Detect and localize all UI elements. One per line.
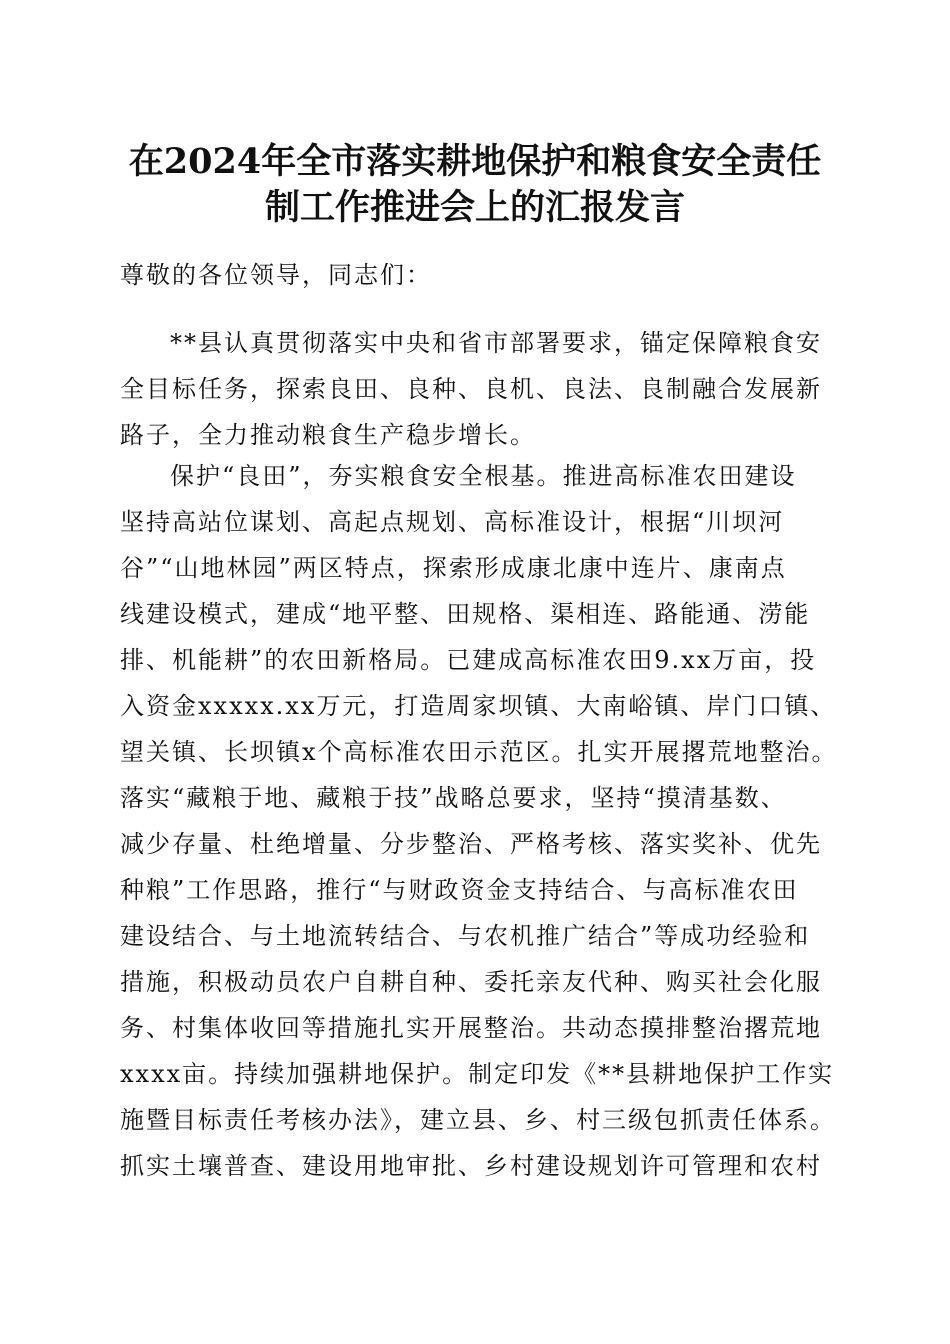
paragraph-line: 望关镇、长坝镇x个高标准农田示范区。扎实开展撂荒地整治。 — [120, 738, 838, 766]
paragraph-line: 排、机能耕”的农田新格局。已建成高标准农田9.xx万亩，投 — [120, 646, 817, 674]
paragraph-line: 务、村集体收回等措施扎实开展整治。共动态摸排整治撂荒地 — [120, 1014, 822, 1042]
paragraph-line: 减少存量、杜绝增量、分步整治、严格考核、落实奖补、优先 — [120, 830, 822, 858]
paragraph-intro — [120, 320, 835, 458]
paragraph-line: 措施，积极动员农户自耕自种、委托亲友代种、购买社会化服 — [120, 968, 822, 996]
paragraph-line: 谷”“山地林园”两区特点，探索形成康北康中连片、康南点 — [120, 554, 787, 582]
paragraph-line: 施暨目标责任考核办法》，建立县、乡、村三级包抓责任体系。 — [120, 1106, 836, 1134]
paragraph-line: 种粮”工作思路，推行“与财政资金支持结合、与高标准农田 — [120, 876, 799, 904]
paragraph-line: 线建设模式，建成“地平整、田规格、渠相连、路能通、涝能 — [120, 600, 811, 628]
paragraph-line: 落实“藏粮于地、藏粮于技”战略总要求，坚持“摸清基数、 — [120, 784, 787, 812]
paragraph-line: xxxx亩。持续加强耕地保护。制定印发《**县耕地保护工作实 — [120, 1060, 835, 1088]
paragraph-line: 建设结合、与土地流转结合、与农机推广结合”等成功经验和 — [120, 922, 811, 950]
paragraph-line: **县认真贯彻落实中央和省市部署要求，锚定保障粮食安 — [170, 329, 822, 357]
paragraph-line: 路子，全力推动粮食生产稳步增长。 — [120, 421, 536, 449]
paragraph-line: 保护“良田”，夯实粮食安全根基。推进高标准农田建设 — [170, 462, 797, 490]
paragraph-good-fields — [120, 453, 838, 1189]
paragraph-line: 入资金xxxxx.xx万元，打造周家坝镇、大南峪镇、岸门口镇、 — [120, 692, 837, 720]
paragraph-line: 全目标任务，探索良田、良种、良机、良法、良制融合发展新 — [120, 375, 822, 403]
document-title-line-1: 在2024年全市落实耕地保护和粮食安全责任 — [128, 141, 822, 182]
paragraph-line: 抓实土壤普查、建设用地审批、乡村建设规划许可管理和农村 — [120, 1152, 822, 1180]
greeting: 尊敬的各位领导，同志们： — [120, 261, 432, 289]
paragraph-line: 坚持高站位谋划、高起点规划、高标准设计，根据“川坝河 — [120, 508, 785, 536]
document-title-line-2: 制工作推进会上的汇报发言 — [264, 187, 685, 228]
